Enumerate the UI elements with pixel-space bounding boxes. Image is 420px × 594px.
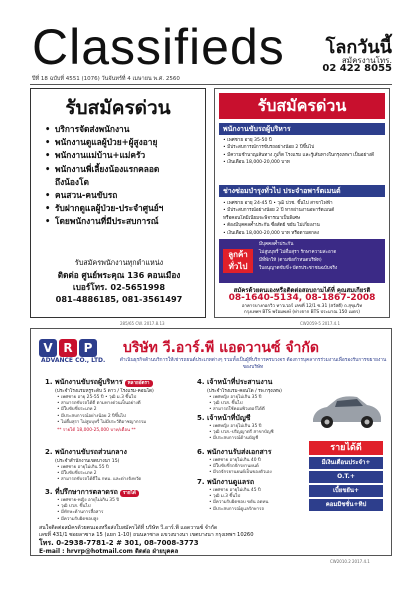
brand-subtitle: สมัครงานโทร. bbox=[341, 56, 392, 65]
list-item: • มีรถจักรยานยนต์เป็นของตัวเอง bbox=[209, 470, 272, 476]
contact-line: รับสมัครพนักงานทุกตำแหน่ง bbox=[74, 258, 164, 267]
position-title: พนักงานขับรถส่วนกลาง bbox=[55, 448, 127, 456]
position-block: 3. ที่ปรึกษาการตลาดรถ รายได้ • เพศชาย-หญิง อายุไม่เกิน 35 ปี • วุฒิ ปวส. ขึ้นไป • มีทักษะด้านการสื่อสาร • มีความรับผิดชอบสูง bbox=[45, 487, 205, 523]
list-item: • มีความชำนาญเส้นทาง ภูเก็ต โรงแรม และรู้เส้นทางในกรุงเทพฯ เป็นอย่างดี bbox=[223, 152, 375, 158]
list-item: • รับฝากดูแลผู้ป่วย-ประจำศูนย์ฯ bbox=[45, 202, 201, 215]
ad-code: CW2010.2 2017.4.1 bbox=[330, 559, 370, 564]
position-title: เจ้าหน้าที่ประสานงาน bbox=[207, 378, 273, 386]
apply-line: สมัครด้วยตนเองหรือติดต่อสอบถามได้ที่ คุณสมเกียรติ bbox=[233, 287, 371, 294]
issue-line: ปีที่ 18 ฉบับที่ 4551 (1076) วันจันทร์ที่ 4 เมษายน พ.ศ. 2560 bbox=[32, 76, 180, 82]
position-title: พนักงานดูแลรถ bbox=[207, 478, 255, 486]
list-item: • พนักงานพี่เลี้ยงน้องแรกคลอด bbox=[45, 163, 201, 176]
list-item: • มีความรับผิดชอบสูง bbox=[57, 516, 99, 522]
list-item: • พนักงานแม่บ้าน+แม่ครัว bbox=[45, 149, 201, 162]
company-intro: ดำเนินธุรกิจด้านบริการให้เช่ารถยนต์ประเภทต่างๆ รวมทั้งเป็นผู้ที่บริการครบวงจร ต้องการบุคลากรร่วมงานเพื่อรองรับการขยายงานของบริษัท bbox=[119, 358, 387, 370]
list-item: • มีประสบการณ์ดูแลรักษารถ bbox=[209, 506, 265, 512]
logo-letter: V bbox=[39, 339, 57, 357]
ad-left-list bbox=[45, 123, 201, 229]
position-title: เจ้าหน้าที่บัญชี bbox=[207, 414, 251, 422]
list-item: • คนสวน-คนขับรถ bbox=[45, 189, 201, 202]
income-row: มีเงินเดือนประจำ+ bbox=[309, 457, 383, 469]
contact-line: สนใจติดต่อสมัครด้วยตนเองหรือส่งใบสมัครได้ที่ บริษัท วี.อาร์.พี แอดวานซ์ จำกัด bbox=[39, 525, 218, 531]
position-block: 4. เจ้าหน้าที่ประสานงาน (ประจำโรงแรม-คอนโด / รพ.กรุงเทพ) • เพศหญิง อายุไม่เกิน 35 ปี • วุฒิ ปวส. ขึ้นไป • สามารถใช้คอมพิวเตอร์ได้ดี bbox=[197, 377, 357, 414]
brand-phone: 02 422 8055 bbox=[322, 63, 392, 74]
income-box bbox=[309, 441, 383, 511]
list-item: • มีใบขับขี่ประเภท 2 bbox=[57, 407, 97, 413]
list-item: ใบอนุญาตขับขี่+บัตรประชาชนฉบับจริง bbox=[259, 266, 338, 271]
list-item: • เพศชาย อายุไม่เกิน 45 ปี bbox=[209, 488, 261, 493]
ad-right-title: รับสมัครด่วน bbox=[219, 93, 385, 119]
list-item: • เพศชาย อายุ 24-45 ปี • วุฒิ ปวช. ขึ้นไป สาขาไฟฟ้า bbox=[223, 201, 333, 206]
logo-letter: R bbox=[59, 339, 77, 357]
position-block: 5. เจ้าหน้าที่บัญชี • เพศหญิง อายุไม่เกิน 35 ปี • วุฒิ ปวส.-ปริญญาตรี สาขาบัญชี • มีประสบการณ์ด้านบัญชี bbox=[197, 413, 357, 443]
banner-list bbox=[259, 241, 337, 273]
list-item: • มีความรับผิดชอบ ขยัน อดทน bbox=[209, 500, 269, 506]
list-item: • โดยพนักงานที่มีประสบการณ์ bbox=[45, 215, 201, 228]
bullet-icon: • bbox=[45, 124, 51, 134]
address: อาคารบางกอกวิว ทาวเวอร์ เลขที่ 12/1 ซ.31 (สวัสดี) ถ.สุขุมวิท กรุงเทพฯ BTS พร้อมพงษ์ (ห่างจาก BTS ประมาณ 150 เมตร) bbox=[241, 304, 363, 315]
ad-bottom-contact bbox=[39, 525, 385, 556]
position-block: 1. พนักงานขับรถผู้บริหาร หลายอัตรา (ประจำโรงแรมหรูระดับ 5 ดาว / โรงแรม-คอนโด) • เพศชาย อายุ 25-55 ปี • วุฒิ ม.3 ขึ้นไป • สามารถขับรถได้ดี ตามทางด่วนเป็นอย่างดี • มีใบขับขี่ประเภท 2 • มีประสบการณ์อย่างน้อย 2 ปีขึ้นไป • ไม่ดื่มสุรา ไม่สูบบุหรี่ ไม่มีประวัติอาชญากรรม ** รายได้ 18,000-25,000 บาท/เดือน ** bbox=[45, 377, 205, 433]
list-item: • สามารถขับรถได้ดีใน กทม. และต่างจังหวัด bbox=[57, 477, 142, 483]
ad-left-title: รับสมัครด่วน bbox=[65, 97, 171, 119]
bullet-icon: • bbox=[45, 150, 51, 161]
list-item: • วุฒิ ม.3 ขึ้นไป bbox=[209, 494, 241, 500]
list-item: • วุฒิ ปวส.-ปริญญาตรี สาขาบัญชี bbox=[209, 430, 274, 436]
ad-code: 285/65 CW. 2017.8.13 bbox=[120, 321, 165, 326]
car-image bbox=[307, 389, 385, 433]
bullet-icon: • bbox=[45, 137, 51, 148]
list-item: • เพศหญิง อายุไม่เกิน 35 ปี bbox=[209, 424, 262, 429]
banner-label: ลูกค้าทั่วไป bbox=[223, 249, 253, 273]
section-heading: พนักงานขับรถผู้บริหาร bbox=[219, 123, 385, 135]
list-item: ถึงน้องโต bbox=[55, 176, 89, 187]
list-item: • เพศชาย อายุไม่เกิน 55 ปี bbox=[57, 465, 109, 470]
contact-phone: เบอร์โทร. 02-5651998 bbox=[72, 282, 166, 292]
list-item: • เพศหญิง อายุไม่เกิน 35 ปี bbox=[209, 395, 262, 400]
list-item: มีที่พักให้ (ตามข้อกำหนดบริษัท) bbox=[259, 258, 322, 263]
position-title: พนักงานรับส่งเอกสาร bbox=[207, 448, 272, 456]
list-item: • เพศชาย-หญิง อายุไม่เกิน 35 ปี bbox=[57, 498, 120, 503]
position-block: 2. พนักงานขับรถส่วนกลาง (ประจำสำนักงานเขตบางนา 15) • เพศชาย อายุไม่เกิน 55 ปี • มีใบขับขี่ประเภท 2 • สามารถขับรถได้ดีใน กทม. และต่างจังหวัด bbox=[45, 447, 205, 484]
masthead-title: Classifieds bbox=[32, 19, 285, 75]
contact-phone: โทร. 0-2938-7781-2 # 301, 08-7008-3773 bbox=[39, 539, 199, 547]
list-item: ไม่สูบบุหรี่ ไม่ดื่มสุรา รักษาความสะอาด bbox=[259, 250, 337, 255]
brand-logo: โลกวันนี้ bbox=[325, 37, 392, 58]
page-header bbox=[0, 0, 420, 86]
position-subtitle: (ประจำโรงแรมหรูระดับ 5 ดาว / โรงแรม-คอนโด) bbox=[55, 389, 154, 394]
bullet-icon: • bbox=[45, 203, 51, 214]
list-item: • มีใบขับขี่รถจักรยานยนต์ bbox=[209, 464, 259, 470]
position-subtitle: (ประจำสำนักงานเขตบางนา 15) bbox=[55, 459, 120, 464]
position-tag: หลายอัตรา bbox=[125, 380, 153, 387]
list-item: • เงินเดือน 18,000-20,000 บาท bbox=[223, 160, 290, 166]
list-item: • วุฒิ ปวส. ขึ้นไป bbox=[57, 504, 91, 510]
logo-letter: P bbox=[79, 339, 97, 357]
requirements-banner bbox=[219, 239, 385, 283]
list-item: • มีประสบการณ์การขับรถอย่างน้อย 2 ปีขึ้นไป bbox=[223, 145, 315, 151]
position-note: ** รายได้ 18,000-25,000 บาท/เดือน ** bbox=[57, 428, 136, 434]
list-item: • วุฒิ ปวส. ขึ้นไป bbox=[209, 401, 243, 407]
list-item: • มีประสบการณ์อย่างน้อย 2 ปี หากผ่านงานอพาร์ตเมนต์ bbox=[223, 208, 335, 214]
section-heading: ช่างซ่อมบำรุงทั่วไป ประจำอพาร์ตเมนต์ bbox=[219, 185, 385, 197]
income-row: คอมมิชชั่น+ทิป bbox=[309, 499, 383, 511]
list-item: • มีใบขับขี่ประเภท 2 bbox=[57, 471, 97, 477]
ad-left-contact bbox=[35, 257, 203, 305]
contact-email: E-mail : hrvrp@hotmail.com ติดต่อ ฝ่ายบุคคล bbox=[39, 548, 179, 555]
list-item: • เพศชาย อายุไม่เกิน 40 ปี bbox=[209, 458, 261, 463]
bullet-icon: • bbox=[45, 163, 51, 174]
position-tag: รายได้ bbox=[120, 490, 139, 497]
income-row: O.T.+ bbox=[309, 471, 383, 483]
list-item: • ต้องมีบุคคลค้ำประกัน ซื่อสัตย์ ขยัน ไม่เกี่ยงงาน bbox=[223, 223, 320, 229]
list-item: • พนักงานดูแลผู้ป่วย+ผู้สูงอายุ bbox=[45, 136, 201, 149]
list-item: • บริการจัดส่งพนักงาน bbox=[45, 123, 201, 136]
ad-bottom bbox=[30, 328, 392, 556]
section-list bbox=[223, 137, 383, 167]
position-title: ที่ปรึกษาการตลาดรถ bbox=[55, 488, 118, 496]
company-name: บริษัท วี.อาร์.พี แอดวานซ์ จำกัด bbox=[123, 340, 319, 356]
contact-phone: 081-4886185, 081-3561497 bbox=[55, 294, 183, 304]
list-item: • ไม่ดื่มสุรา ไม่สูบบุหรี่ ไม่มีประวัติอาชญากรรม bbox=[57, 419, 147, 425]
position-block: 6. พนักงานรับส่งเอกสาร • เพศชาย อายุไม่เกิน 40 ปี • มีใบขับขี่รถจักรยานยนต์ • มีรถจักรยานยนต์เป็นของตัวเอง bbox=[197, 447, 357, 477]
address: เลขที่ 431/1 ซอยลาซาล 15 (แยก 1-10) ถนนลาซาล แขวงบางนา เขตบางนา กรุงเทพฯ 10260 bbox=[39, 532, 254, 538]
position-subtitle: (ประจำโรงแรม-คอนโด / รพ.กรุงเทพ) bbox=[207, 389, 282, 394]
ad-code: CW2059-5 2017.4.1 bbox=[300, 321, 340, 326]
section-list bbox=[223, 200, 383, 237]
list-item: • สามารถขับรถได้ดี ตามทางด่วนเป็นอย่างดี bbox=[57, 401, 141, 407]
list-item: • เพศชาย อายุ 35-50 ปี bbox=[223, 138, 272, 143]
ad-left bbox=[30, 88, 206, 318]
logo-subtitle: ADVANCE CO., LTD. bbox=[41, 357, 106, 364]
list-item: • มีประสบการณ์อย่างน้อย 2 ปีขึ้นไป bbox=[57, 413, 126, 419]
list-item: • มีทักษะด้านการสื่อสาร bbox=[57, 510, 104, 516]
income-title: รายได้ดี bbox=[309, 441, 383, 455]
bullet-icon: • bbox=[45, 190, 51, 201]
list-item: มีบุคคลค้ำประกัน bbox=[259, 242, 294, 247]
list-item: • เงินเดือน 18,000-20,000 บาท หรือตามตกลง bbox=[223, 230, 319, 236]
list-item: • เพศชาย อายุ 25-55 ปี • วุฒิ ม.3 ขึ้นไป bbox=[57, 395, 137, 400]
bullet-icon: • bbox=[45, 216, 51, 227]
contact-line: ติดต่อ ศูนย์พระคุณ 136 คอนเมือง bbox=[57, 270, 181, 280]
list-item: • มีประสบการณ์ด้านบัญชี bbox=[209, 436, 259, 442]
position-block: 7. พนักงานดูแลรถ • เพศชาย อายุไม่เกิน 45 ปี • วุฒิ ม.3 ขึ้นไป • มีความรับผิดชอบ ขยัน อดทน • มีประสบการณ์ดูแลรักษารถ bbox=[197, 477, 357, 513]
income-row: เบี้ยขยัน+ bbox=[309, 485, 383, 497]
list-item: • สามารถใช้คอมพิวเตอร์ได้ดี bbox=[209, 407, 265, 413]
ad-right bbox=[214, 88, 390, 318]
list-item: หรือคอนโดมิเนียมจะพิจารณาเป็นพิเศษ bbox=[223, 215, 301, 221]
contact-phone: 08-1640-5134, 08-1867-2008 bbox=[228, 293, 376, 303]
position-title: พนักงานขับรถผู้บริหาร bbox=[55, 378, 123, 386]
header-divider bbox=[30, 84, 392, 85]
